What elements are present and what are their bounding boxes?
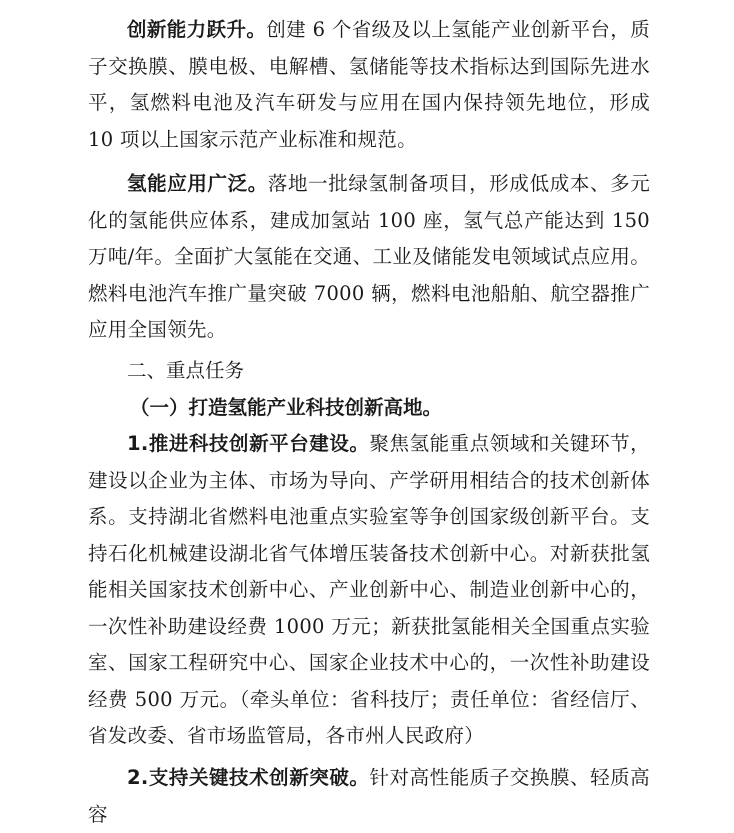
paragraph-lead: 创新能力跃升。 xyxy=(127,18,267,41)
paragraph-text: 针对高性能质子交换膜、轻质高容 xyxy=(88,766,650,826)
section-heading: 二、重点任务 xyxy=(127,359,245,382)
paragraph-task2 xyxy=(88,760,650,833)
paragraph-text: 创建 6 个省级及以上氢能产业创新平台，质子交换膜、膜电极、电解槽、氢储能等技术指标达到国际先进水平，氢燃料电池及汽车研发与应用在国内保持领先地位，形成 10 项以上国家示范产业标准和规范。 xyxy=(88,18,650,151)
paragraph-text: 落地一批绿氢制备项目，形成低成本、多元化的氢能供应体系，建成加氢站 100 座，氢气总产能达到 150 万吨/年。全面扩大氢能在交通、工业及储能发电领域试点应用。燃料电池汽车推广量突破 7000 辆，燃料电池船舶、航空器推广应用全国领先。 xyxy=(88,172,651,341)
paragraph-lead: 氢能应用广泛。 xyxy=(127,172,268,195)
subsection-heading: （一）打造氢能产业科技创新高地。 xyxy=(130,396,443,419)
paragraph-lead: 1.推进科技创新平台建设。 xyxy=(127,432,370,455)
paragraph-task1 xyxy=(88,426,650,755)
paragraph-lead: 2.支持关键技术创新突破。 xyxy=(127,766,370,789)
paragraph-text: 聚焦氢能重点领域和关键环节，建设以企业为主体、市场为导向、产学研用相结合的技术创新体系。支持湖北省燃料电池重点实验室等争创国家级创新平台。支持石化机械建设湖北省气体增压装备技术创新中心。对新获批氢能相关国家技术创新中心、产业创新中心、制造业创新中心的，一次性补助建设经费 1000 万元；新获批氢能相关全国重点实验室、国家工程研究中心、国家企业技术中心的，一次性补助建设经费 500 万元。（牵头单位：省科技厅；责任单位：省经信厅、省发改委、省市场监管局，各市州人民政府） xyxy=(88,432,650,747)
paragraph-innovation xyxy=(88,12,650,158)
paragraph-application xyxy=(88,166,650,349)
